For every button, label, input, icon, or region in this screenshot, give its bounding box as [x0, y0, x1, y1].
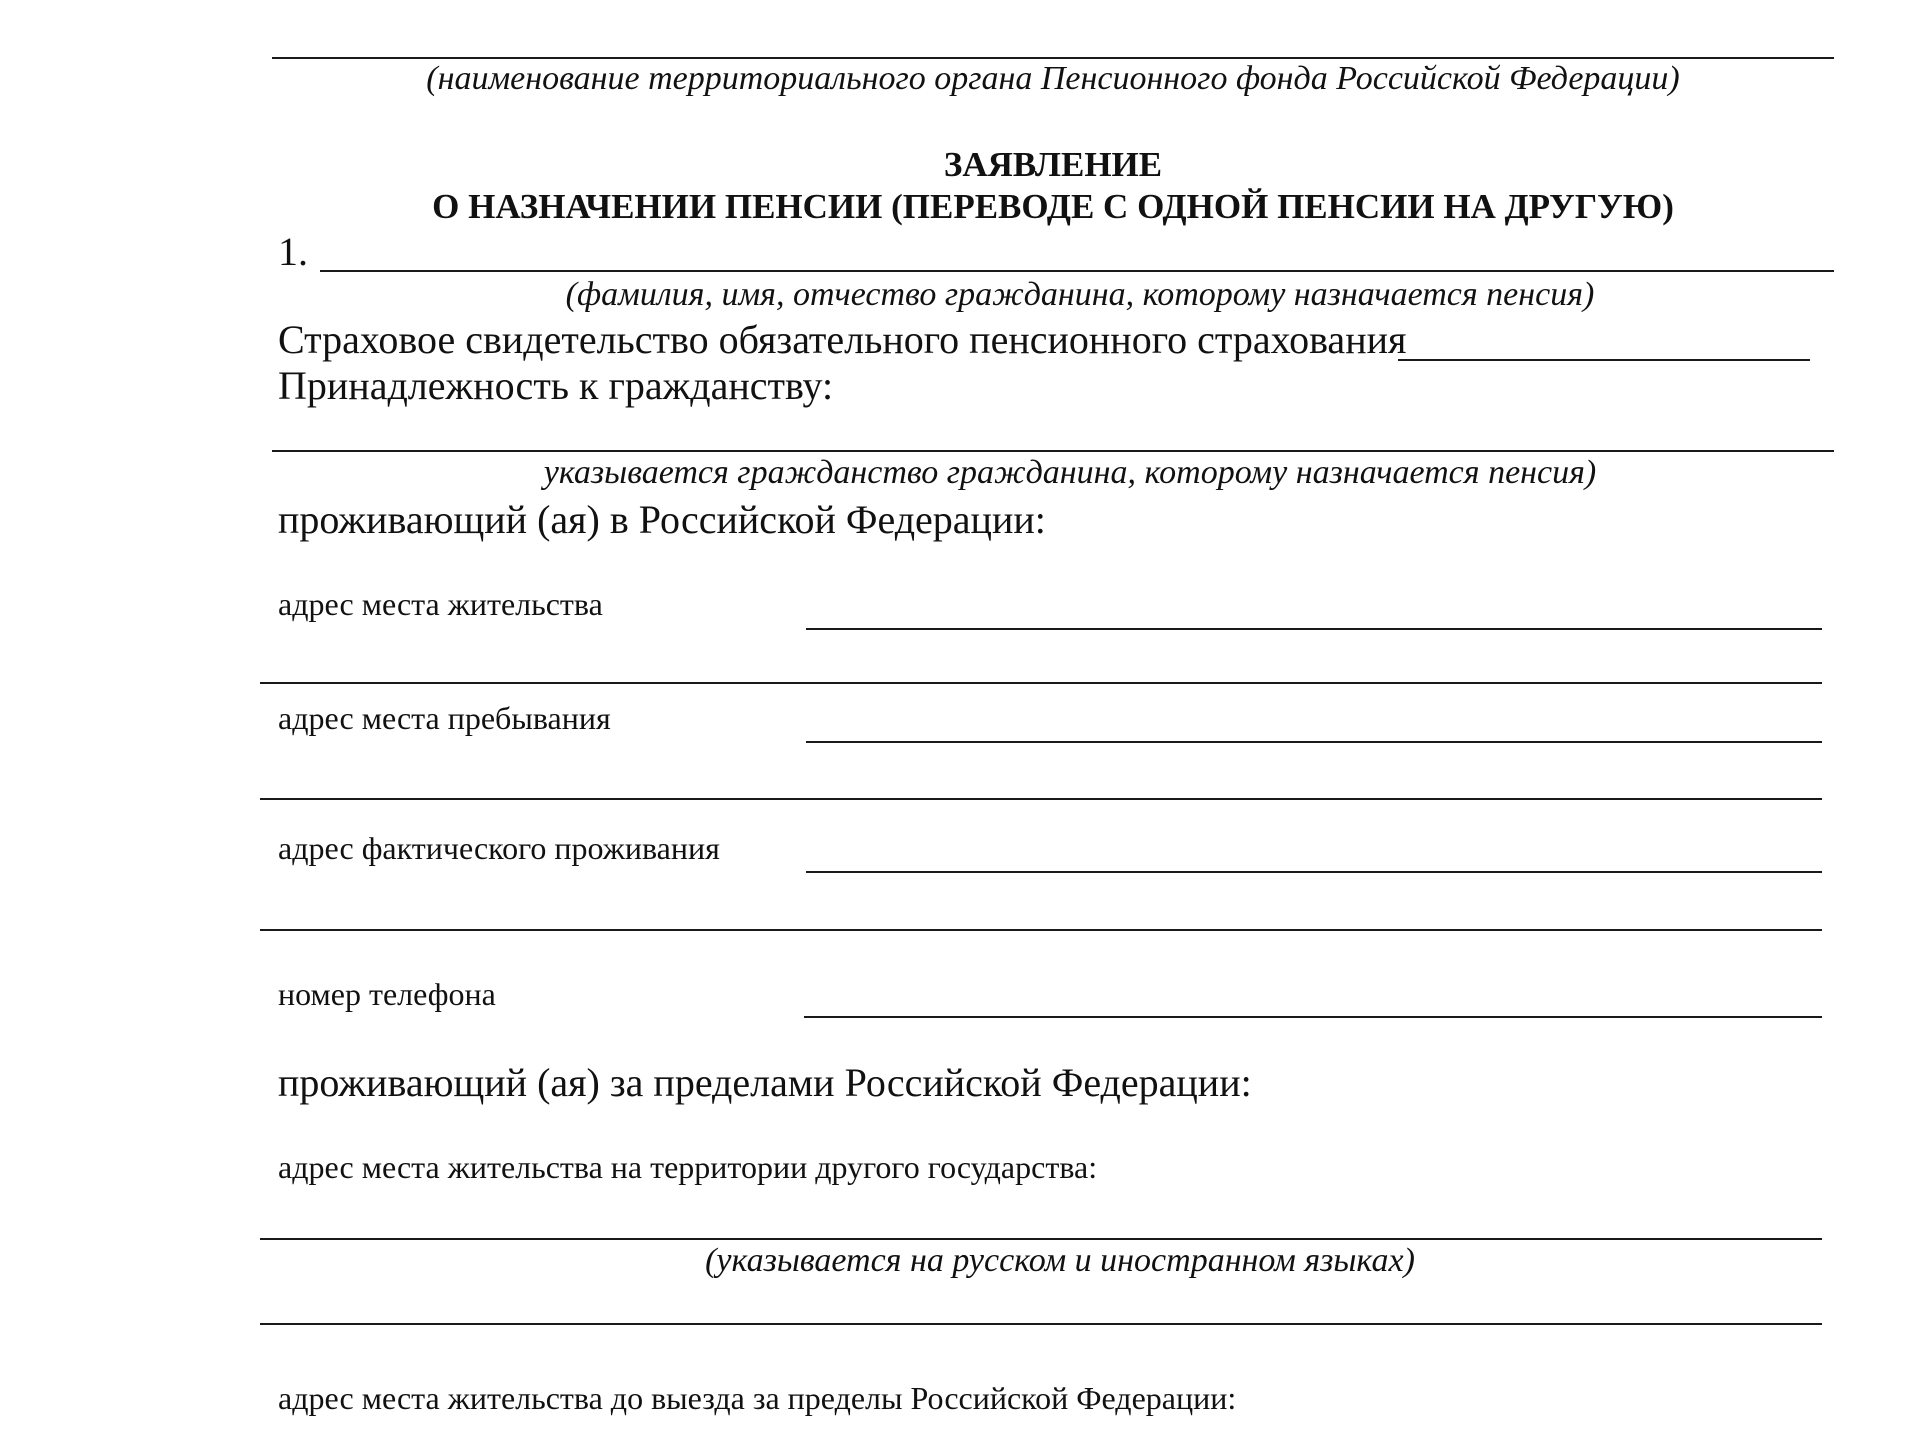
- citizenship-hint: указывается гражданство гражданина, которому назначается пенсия): [543, 454, 1597, 491]
- phone-label: номер телефона: [278, 976, 496, 1012]
- residence-address-line-2[interactable]: [260, 682, 1822, 684]
- language-hint: (указывается на русском и иностранном языках): [705, 1242, 1415, 1279]
- citizenship-input-line[interactable]: [272, 450, 1834, 452]
- section-number: 1.: [278, 229, 308, 274]
- residence-abroad-heading: проживающий (ая) за пределами Российской Федерации:: [278, 1060, 1252, 1105]
- stay-address-label: адрес места пребывания: [278, 700, 611, 736]
- foreign-address-label: адрес места жительства на территории другого государства:: [278, 1149, 1098, 1185]
- residence-address-line-1[interactable]: [806, 628, 1822, 630]
- foreign-address-line-1[interactable]: [260, 1238, 1822, 1240]
- form-title: ЗАЯВЛЕНИЕ: [943, 145, 1163, 184]
- snils-input-line[interactable]: [1398, 359, 1810, 361]
- foreign-address-line-2[interactable]: [260, 1323, 1822, 1325]
- pre-departure-address-label: адрес места жительства до выезда за пределы Российской Федерации:: [278, 1380, 1237, 1416]
- citizenship-label: Принадлежность к гражданству:: [278, 363, 834, 408]
- actual-address-label: адрес фактического проживания: [278, 830, 720, 866]
- actual-address-line-1[interactable]: [806, 871, 1822, 873]
- stay-address-line-2[interactable]: [260, 798, 1822, 800]
- form-subtitle: О НАЗНАЧЕНИИ ПЕНСИИ (ПЕРЕВОДЕ С ОДНОЙ ПЕНСИИ НА ДРУГУЮ): [432, 187, 1674, 226]
- stay-address-line-1[interactable]: [806, 741, 1822, 743]
- actual-address-line-2[interactable]: [260, 929, 1822, 931]
- phone-input-line[interactable]: [804, 1016, 1822, 1018]
- residence-rf-heading: проживающий (ая) в Российской Федерации:: [278, 497, 1046, 542]
- organ-name-hint: (наименование территориального органа Пенсионного фонда Российской Федерации): [426, 60, 1680, 97]
- organ-name-line[interactable]: [272, 57, 1834, 59]
- snils-label: Страховое свидетельство обязательного пенсионного страхования: [278, 317, 1407, 362]
- fio-hint: (фамилия, имя, отчество гражданина, которому назначается пенсия): [565, 276, 1595, 313]
- fio-input-line[interactable]: [320, 270, 1834, 272]
- residence-address-label: адрес места жительства: [278, 586, 603, 622]
